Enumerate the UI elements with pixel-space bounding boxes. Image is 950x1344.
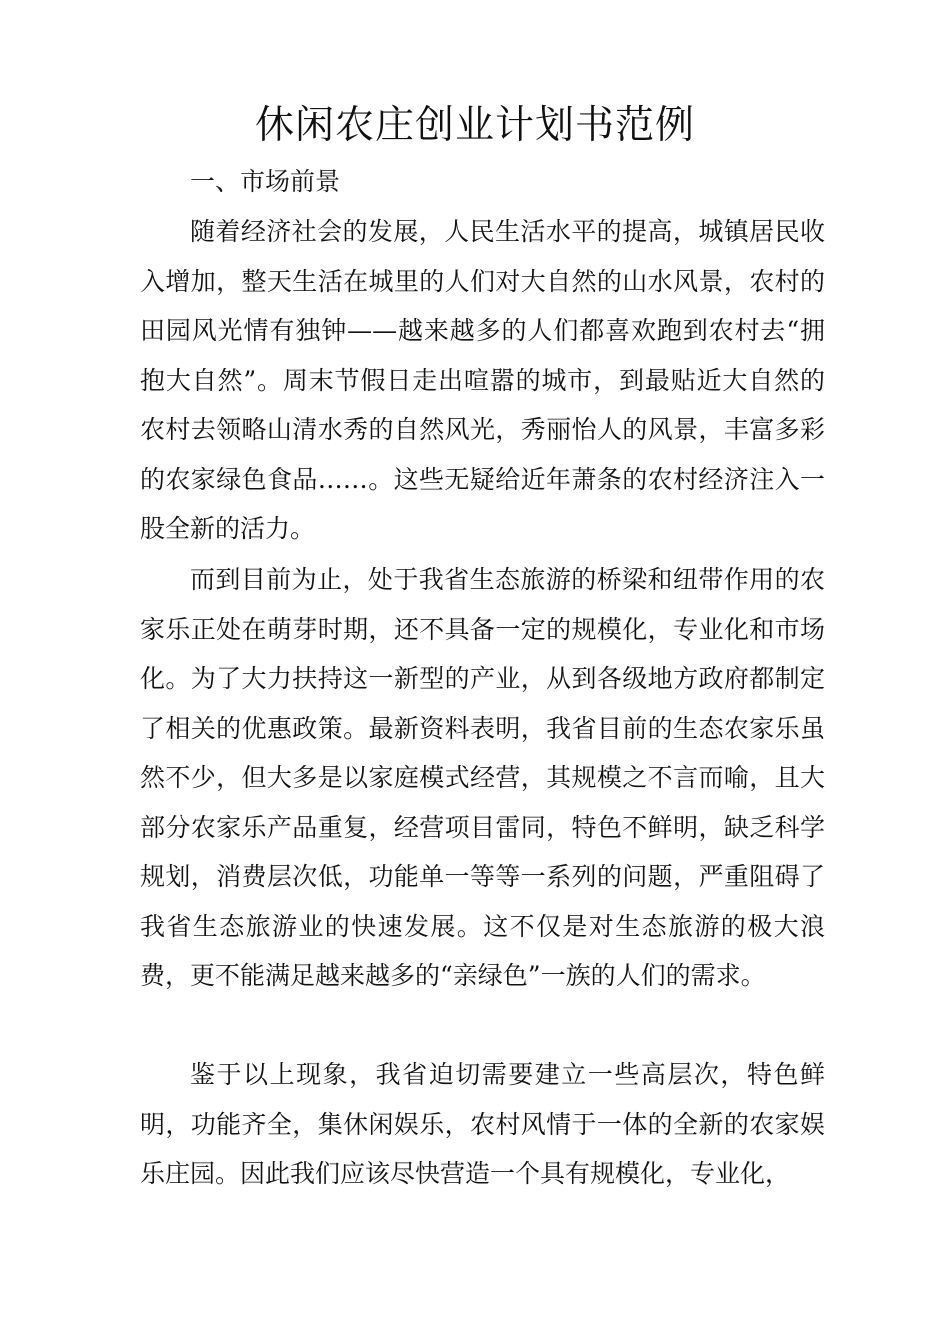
paragraph-market-background: 随着经济社会的发展，人民生活水平的提高，城镇居民收入增加，整天生活在城里的人们对大自然的山水风景，农村的田园风光情有独钟——越来越多的人们都喜欢跑到农村去“拥抱大自然”。周末节假日走出喧嚣的城市，到最贴近大自然的农村去领略山清水秀的自然风光，秀丽怡人的风景，丰富多彩的农家绿色食品……。这些无疑给近年萧条的农村经济注入一股全新的活力。	[140, 217, 825, 543]
paragraph-proposal: 鉴于以上现象，我省迫切需要建立一些高层次，特色鲜明，功能齐全，集休闲娱乐，农村风情于一体的全新的农家娱乐庄园。因此我们应该尽快营造一个具有规模化，专业化，	[140, 1060, 825, 1188]
section-heading: 一、市场前景	[190, 167, 341, 196]
paragraph-current-situation: 而到目前为止，处于我省生态旅游的桥梁和纽带作用的农家乐正处在萌芽时期，还不具备一定的规模化，专业化和市场化。为了大力扶持这一新型的产业，从到各级地方政府都制定了相关的优惠政策。最新资料表明，我省目前的生态农家乐虽然不少，但大多是以家庭模式经营，其规模之不言而喻，且大部分农家乐产品重复，经营项目雷同，特色不鲜明，缺乏科学规划，消费层次低，功能单一等等一系列的问题，严重阻碍了我省生态旅游业的快速发展。这不仅是对生态旅游的极大浪费，更不能满足越来越多的“亲绿色”一族的人们的需求。	[140, 565, 825, 990]
document-title: 休闲农庄创业计划书范例	[254, 103, 695, 148]
